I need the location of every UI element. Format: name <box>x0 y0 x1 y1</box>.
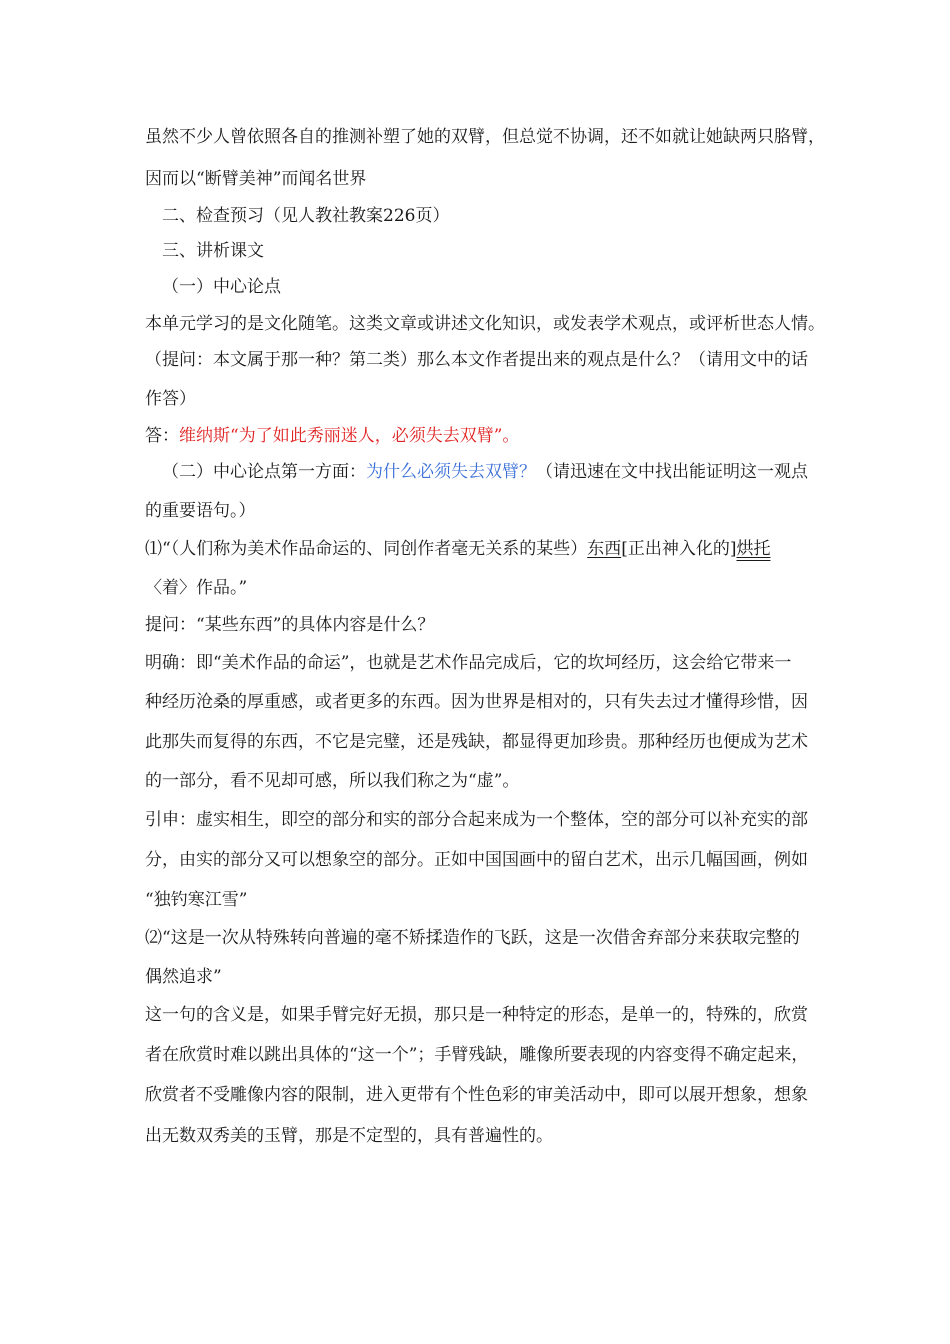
paragraph-line: 种经历沧桑的厚重感，或者更多的东西。因为世界是相对的，只有失去过才懂得珍惜，因 <box>145 692 808 712</box>
paragraph-line: 分，由实的部分又可以想象空的部分。正如中国国画中的留白艺术，出示几幅国画，例如 <box>145 850 808 870</box>
answer-line <box>145 425 519 447</box>
underlined-word-dongxi: 东西 <box>587 539 622 559</box>
quote-line-1 <box>145 538 770 560</box>
paragraph-line: 因而以“断臂美神”而闻名世界 <box>145 169 367 189</box>
answer-prefix: 答： <box>145 426 179 446</box>
quote-part: [正出神入化的] <box>621 539 737 559</box>
paragraph-line: 的一部分，看不见却可感，所以我们称之为“虚”。 <box>145 771 520 791</box>
paragraph-line: 明确：即“美术作品的命运”，也就是艺术作品完成后，它的坎坷经历，这会给它带来一 <box>145 653 792 673</box>
paragraph-line: 〈着〉作品。” <box>145 578 248 598</box>
section-heading-analysis: 三、讲析课文 <box>162 241 264 261</box>
section-heading-preview: 二、检查预习（见人教社教案226页） <box>162 206 450 226</box>
double-underlined-word-hongtuo: 烘托 <box>736 539 771 559</box>
subsection-heading-first-aspect <box>162 461 808 483</box>
question-line: 提问：“某些东西”的具体内容是什么？ <box>145 615 435 635</box>
paragraph-line: 者在欣赏时难以跳出具体的“这一个”；手臂残缺，雕像所要表现的内容变得不确定起来， <box>145 1045 809 1065</box>
paragraph-line: “独钓寒江雪” <box>145 890 248 910</box>
question-text: 为什么必须失去双臂？ <box>366 462 536 482</box>
paragraph-line: 虽然不少人曾依照各自的推测补塑了她的双臂，但总觉不协调，还不如就让她缺两只胳臂， <box>145 127 825 147</box>
paragraph-line: 欣赏者不受雕像内容的限制，进入更带有个性色彩的审美活动中，即可以展开想象，想象 <box>145 1085 808 1105</box>
paragraph-line: 作答） <box>145 389 196 409</box>
paragraph-line: 出无数双秀美的玉臂，那是不定型的，具有普遍性的。 <box>145 1126 553 1146</box>
paragraph-line: 的重要语句。） <box>145 501 256 521</box>
paragraph-line: （提问：本文属于那一种？第二类）那么本文作者提出来的观点是什么？（请用文中的话 <box>145 350 808 370</box>
answer-text: 维纳斯“为了如此秀丽迷人，必须失去双臂”。 <box>179 426 520 446</box>
subsection-prefix: （二）中心论点第一方面： <box>162 462 366 482</box>
paragraph-line: 这一句的含义是，如果手臂完好无损，那只是一种特定的形态，是单一的，特殊的，欣赏 <box>145 1005 808 1025</box>
paragraph-line: 本单元学习的是文化随笔。这类文章或讲述文化知识，或发表学术观点，或评析世态人情。 <box>145 314 825 334</box>
quote-line-2: ⑵“这是一次从特殊转向普遍的毫不矫揉造作的飞跃，这是一次借舍弃部分来获取完整的 <box>145 928 800 948</box>
quote-part: ⑴“（人们称为美术作品命运的、同创作者毫无关系的某些） <box>145 539 588 559</box>
paragraph-line: 此那失而复得的东西，不它是完璧，还是残缺，都显得更加珍贵。那种经历也便成为艺术 <box>145 732 808 752</box>
subsection-suffix: （请迅速在文中找出能证明这一观点 <box>536 462 808 482</box>
paragraph-line: 偶然追求” <box>145 967 222 987</box>
subsection-heading-thesis: （一）中心论点 <box>162 277 281 297</box>
paragraph-line: 引申：虚实相生，即空的部分和实的部分合起来成为一个整体，空的部分可以补充实的部 <box>145 810 808 830</box>
